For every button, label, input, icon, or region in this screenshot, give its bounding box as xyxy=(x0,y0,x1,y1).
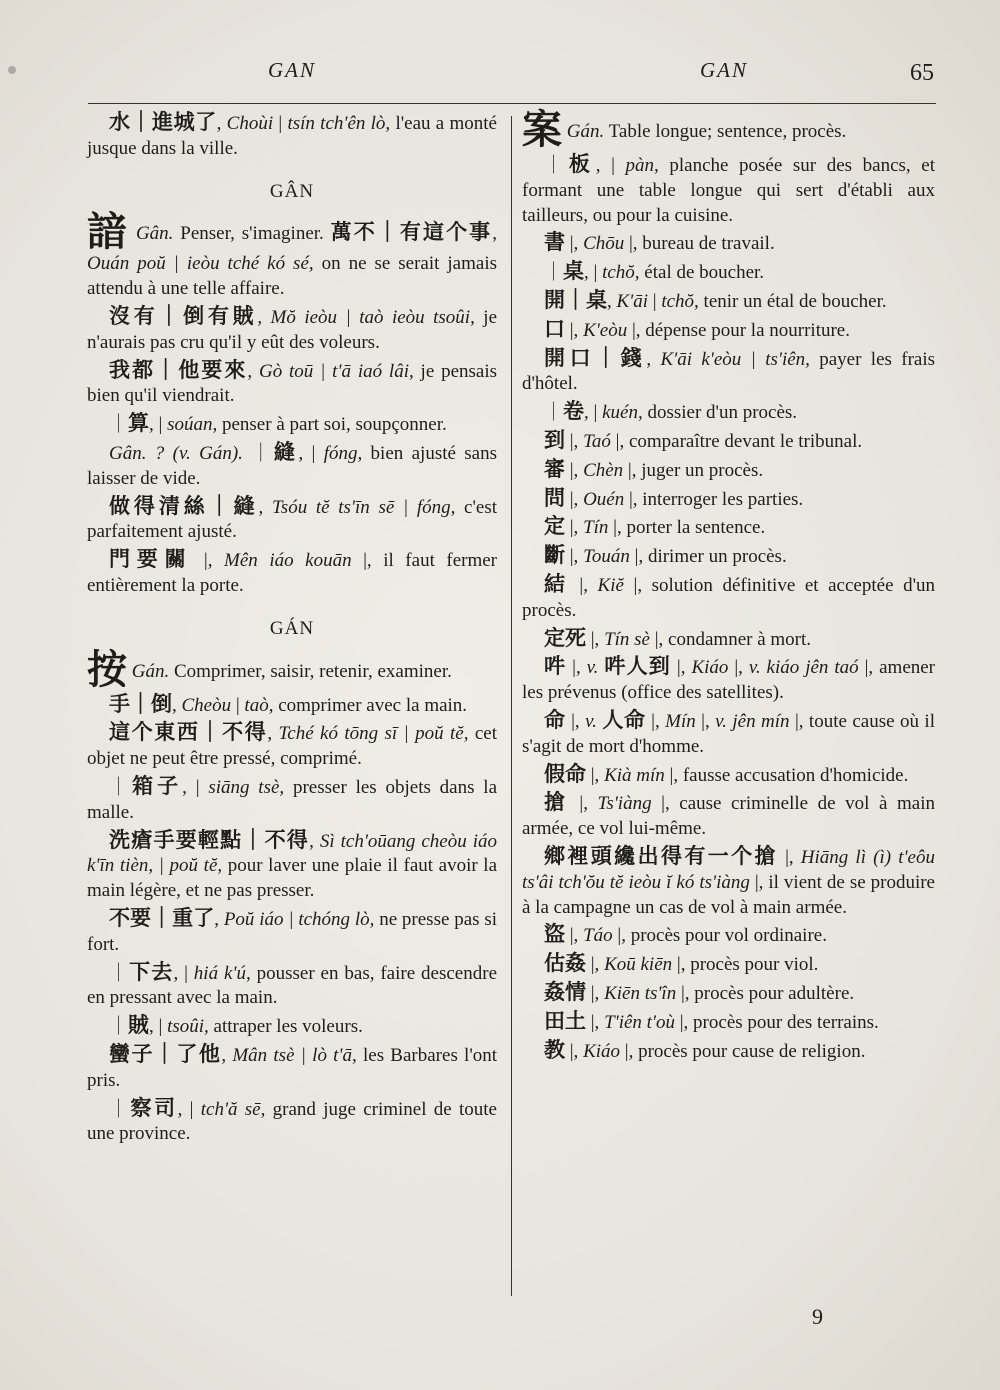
text-run: tenir un étal de boucher. xyxy=(698,290,887,312)
romanization: Tché kó tōng sī | poŭ tĕ, xyxy=(278,723,469,745)
chinese-text: 板 xyxy=(568,152,596,176)
romanization: Chōu xyxy=(583,233,625,255)
chinese-text: 吽人到 xyxy=(604,654,671,679)
text-run: , xyxy=(267,723,279,745)
romanization: Tsóu tĕ ts'īn sē | fóng, xyxy=(271,496,456,518)
text-run: |, xyxy=(586,954,605,976)
text-run: |, xyxy=(565,546,584,568)
entry-paragraph xyxy=(522,844,935,920)
entry-paragraph xyxy=(87,828,497,904)
entry-paragraph xyxy=(522,951,935,978)
text-run: , xyxy=(172,694,182,716)
section-heading: GÁN xyxy=(269,617,315,639)
romanization: fóng, xyxy=(323,442,363,464)
entry-paragraph xyxy=(522,152,935,228)
text-run: |, juger un procès. xyxy=(623,459,764,481)
text-run: |, xyxy=(586,764,605,786)
chinese-text: 手｜倒 xyxy=(109,691,172,716)
romanization: Mân tsè | lò t'ā, xyxy=(232,1044,357,1066)
entry-paragraph xyxy=(87,411,497,438)
chinese-text: 審 xyxy=(544,456,565,481)
romanization: soúan, xyxy=(167,414,218,436)
entry-paragraph xyxy=(522,486,935,513)
entry-paragraph xyxy=(522,230,935,257)
entry-paragraph xyxy=(522,288,935,315)
text-run: , xyxy=(214,908,224,930)
chinese-text: 問 xyxy=(544,485,565,510)
text-run: ｜ xyxy=(544,155,569,176)
chinese-text: 斷 xyxy=(544,543,565,568)
romanization: Chèn xyxy=(583,459,624,481)
romanization: v. xyxy=(586,657,599,679)
entry-paragraph xyxy=(87,720,497,772)
text-run: ｜ xyxy=(109,414,129,436)
page-header xyxy=(0,58,1000,98)
entry-paragraph xyxy=(522,457,935,484)
chinese-text: 賊 xyxy=(128,1013,150,1038)
headword-character: 按 xyxy=(87,646,127,693)
chinese-text: 教 xyxy=(544,1037,565,1062)
text-run: |, condamner à mort. xyxy=(650,628,812,650)
chinese-text: 鄉裡頭纔出得有一个搶 xyxy=(544,843,778,868)
entry-paragraph xyxy=(87,110,497,162)
chinese-text: 我都｜他要來 xyxy=(109,357,248,382)
entry-paragraph xyxy=(522,572,935,624)
romanization: taò, xyxy=(244,694,274,716)
text-run: cet objet ne peut être pressé, comprimé. xyxy=(87,723,498,770)
entry-paragraph xyxy=(87,960,497,1012)
chinese-text: 定死 xyxy=(544,625,586,650)
text-run: |, xyxy=(645,710,666,732)
text-run: |, xyxy=(565,710,586,732)
text-run: |, xyxy=(566,657,587,679)
text-run: ｜ xyxy=(109,1098,131,1120)
romanization: v. kiáo jên taó xyxy=(748,657,859,679)
chinese-text: 假命 xyxy=(544,761,586,786)
entry-paragraph xyxy=(522,626,935,653)
text-run: ｜ xyxy=(109,1016,129,1038)
headword-character: 案 xyxy=(522,107,562,153)
entry-paragraph xyxy=(522,399,935,426)
text-run: |, xyxy=(565,517,584,539)
romanization: Kiēn ts'în xyxy=(604,982,677,1004)
entry-paragraph xyxy=(87,1042,497,1094)
headword-character: 諳 xyxy=(87,209,130,256)
text-run: , | xyxy=(177,1098,201,1120)
text-run: , | xyxy=(584,402,603,424)
romanization: T'iên t'où xyxy=(604,1011,675,1033)
chinese-text: 姦情 xyxy=(544,979,586,1004)
romanization: Gán. xyxy=(566,121,605,142)
text-run: payer les frais d'hôtel. xyxy=(522,348,936,395)
entry-paragraph xyxy=(522,980,935,1007)
text-run: |, amener les prévenus (office des satellites). xyxy=(522,657,936,704)
text-run: les Barbares l'ont pris. xyxy=(87,1044,498,1091)
romanization: Kiáo xyxy=(691,657,729,679)
chinese-text: 命 xyxy=(544,707,566,732)
chinese-text: 開｜桌 xyxy=(544,287,607,312)
romanization: Koū kiēn xyxy=(604,954,673,976)
entry-paragraph xyxy=(522,1038,935,1065)
entry-paragraph xyxy=(522,790,935,842)
text-run: |, xyxy=(586,982,605,1004)
entry-paragraph xyxy=(87,1096,497,1148)
romanization: tchŏ, xyxy=(661,290,699,312)
text-run: |, il faut fermer entièrement la porte. xyxy=(87,550,498,596)
text-run: étal de boucher. xyxy=(639,262,765,284)
chinese-text: 水｜進城了 xyxy=(109,110,217,134)
text-run: |, xyxy=(728,657,749,679)
romanization: Tín xyxy=(583,517,609,539)
text-run: |, xyxy=(565,925,584,947)
entry-paragraph xyxy=(522,259,935,286)
left-column xyxy=(87,110,497,1149)
chinese-text: 書 xyxy=(544,230,565,255)
text-run: |, solution définitive et acceptée d'un procès. xyxy=(522,574,936,621)
chinese-text: 田土 xyxy=(544,1008,586,1033)
text-run: | xyxy=(231,694,245,716)
romanization: Tín sè xyxy=(604,628,650,650)
text-run: |, porter la sentence. xyxy=(608,517,766,539)
text-run: presser les objets dans la malle. xyxy=(87,776,498,823)
text-run: |, xyxy=(565,430,584,452)
chinese-text: 不要｜重了 xyxy=(109,905,215,930)
text-run: |, xyxy=(569,793,598,815)
chinese-text: 洗瘡手要輕點｜不得 xyxy=(109,827,310,852)
text-run: |, xyxy=(565,233,584,255)
entry-paragraph xyxy=(522,346,935,398)
text-run: pousser en bas, faire descendre en pressant avec la main. xyxy=(87,962,497,1009)
chinese-text: 門要關 xyxy=(109,547,193,572)
entry-paragraph xyxy=(522,428,935,455)
text-run: , xyxy=(258,496,272,518)
text-run: grand juge criminel de toute une province. xyxy=(87,1098,497,1145)
text-run: |, fausse accusation d'homicide. xyxy=(664,764,909,786)
romanization: Kiĕ xyxy=(597,574,624,596)
entry-paragraph xyxy=(522,317,935,344)
chinese-text: 萬不｜有這个事 xyxy=(330,220,493,245)
text-run: dossier d'un procès. xyxy=(642,402,798,424)
romanization: Choùi xyxy=(226,113,274,134)
text-run: | xyxy=(648,290,662,312)
text-run: |, xyxy=(565,459,584,481)
chinese-text: 算 xyxy=(128,411,150,436)
chinese-text: 人命 xyxy=(602,707,646,732)
text-run: |, procès pour adultère. xyxy=(676,982,855,1004)
text-run: , | xyxy=(595,155,626,176)
text-run: l'eau a monté jusque dans la ville. xyxy=(87,113,497,159)
romanization: Cheòu xyxy=(181,694,232,716)
romanization: Kiáo xyxy=(583,1040,621,1062)
romanization: Taó xyxy=(583,430,611,452)
text-run: penser à part soi, soupçonner. xyxy=(217,414,447,436)
romanization: Mŏ ieòu | taò ieòu tsoûi, xyxy=(270,306,475,328)
romanization: Hiāng lì (ì) t'eôu ts'âi tch'ŏu tĕ ieòu ĭ kó ts'iàng xyxy=(522,846,935,893)
text-run: |, bureau de travail. xyxy=(624,233,775,255)
text-run: |, dirimer un procès. xyxy=(629,546,787,568)
text-run: bien ajusté sans laisser de vide. xyxy=(87,442,497,489)
text-run: ne presse pas si fort. xyxy=(87,908,498,955)
text-run: comprimer avec la main. xyxy=(273,694,468,716)
entry-paragraph xyxy=(87,304,497,356)
text-run: |, xyxy=(586,1011,605,1033)
text-run: |, il vient de se produire à la campagne un cas de vol à main armée. xyxy=(522,871,935,918)
text-run: , xyxy=(247,360,259,382)
text-run: je n'aurais pas cru qu'il y eût des voleurs. xyxy=(87,306,498,353)
romanization: Poŭ iáo | tchóng lò, xyxy=(223,908,375,930)
entry-headword-paragraph xyxy=(522,107,935,153)
entry-paragraph xyxy=(87,1013,497,1040)
text-run: Comprimer, saisir, retenir, examiner. xyxy=(169,660,452,682)
entry-headword-paragraph xyxy=(87,646,497,693)
section-heading: GÂN xyxy=(269,180,315,202)
text-run: |, xyxy=(192,550,225,572)
romanization: Ouén xyxy=(583,488,625,510)
text-run: , | xyxy=(182,776,209,798)
romanization: Kià mín xyxy=(604,764,665,786)
text-run: , xyxy=(309,830,320,852)
text-run: ｜ xyxy=(544,262,564,284)
text-run: , | xyxy=(149,1016,168,1038)
text-run: ｜ xyxy=(242,442,274,464)
entry-paragraph xyxy=(87,547,497,599)
header-rule xyxy=(88,103,936,104)
text-run: Table longue; sentence, procès. xyxy=(604,121,847,142)
romanization: kuén, xyxy=(602,402,643,424)
text-run: | xyxy=(273,113,288,134)
romanization: K'āi xyxy=(616,290,649,312)
text-run: , xyxy=(607,290,617,312)
romanization: Gò toū | t'ā iaó lâi, xyxy=(258,360,414,382)
left-running-head: GAN xyxy=(268,58,316,82)
text-run: |, xyxy=(565,319,584,341)
text-run: |, comparaître devant le tribunal. xyxy=(610,430,863,452)
romanization: Ouán poŭ | ieòu tché kó sé, xyxy=(87,253,314,275)
romanization: Táo xyxy=(583,925,613,947)
text-run: , xyxy=(492,223,498,245)
chinese-text: 沒有｜倒有賊 xyxy=(109,303,258,328)
chinese-text: 到 xyxy=(544,427,565,452)
entry-paragraph xyxy=(87,906,497,958)
text-run: ｜ xyxy=(544,402,564,424)
text-run: on ne se serait jamais attendu à une telle affaire. xyxy=(87,253,497,300)
romanization: tsín tch'ên lò, xyxy=(287,113,391,134)
column-divider xyxy=(511,116,512,1296)
chinese-text: 估姦 xyxy=(544,951,586,976)
text-run: |, xyxy=(565,1040,584,1062)
chinese-text: 箱子 xyxy=(132,773,183,798)
text-run: , | xyxy=(298,442,324,464)
chinese-text: 盜 xyxy=(544,922,565,947)
chinese-text: 桌 xyxy=(563,259,585,284)
text-run: ｜ xyxy=(109,962,130,984)
entry-paragraph xyxy=(522,1009,935,1036)
text-run: |, xyxy=(670,657,692,679)
chinese-text: 這个東西｜不得 xyxy=(109,720,268,745)
chinese-text: 察司 xyxy=(130,1095,178,1120)
romanization: v. jên mín xyxy=(715,710,790,732)
entry-paragraph xyxy=(522,762,935,789)
text-run: , xyxy=(257,306,271,328)
right-column xyxy=(522,107,936,1066)
chinese-text: 定 xyxy=(544,514,565,539)
text-run: |, procès pour des terrains. xyxy=(675,1011,879,1033)
text-run: |, dépense pour la nourriture. xyxy=(627,319,850,341)
text-run: |, procès pour vol ordinaire. xyxy=(612,925,827,947)
text-run: pour laver une plaie il faut avoir la main légère, et ne pas presser. xyxy=(87,855,497,902)
entry-paragraph xyxy=(87,358,497,410)
text-run xyxy=(129,223,136,244)
romanization: Gân. xyxy=(135,223,174,245)
right-running-head: GAN xyxy=(700,58,748,82)
chinese-text: 卷 xyxy=(563,399,585,424)
text-run: |, xyxy=(695,710,716,732)
chinese-text: 口 xyxy=(544,316,565,341)
text-run: , | xyxy=(584,262,603,284)
text-run: |, xyxy=(569,574,598,596)
romanization: v. xyxy=(585,710,597,732)
text-run: |, xyxy=(586,628,605,650)
romanization: Gán. xyxy=(131,660,170,682)
chinese-text: 開口｜錢 xyxy=(544,345,647,370)
entry-paragraph xyxy=(87,440,497,492)
romanization: Sì tch'oūang cheòu iáo k'īn tièn, | poŭ tĕ, xyxy=(87,830,497,877)
entry-paragraph xyxy=(522,708,935,760)
text-run: |, procès pour viol. xyxy=(672,954,819,976)
romanization: Ts'iàng xyxy=(597,793,652,815)
text-run: |, xyxy=(777,846,801,868)
romanization: siāng tsè, xyxy=(208,776,285,798)
text-run: |, cause criminelle de vol à main armée, ce vol lui-même. xyxy=(522,793,936,840)
entry-paragraph xyxy=(522,514,935,541)
romanization: K'eòu xyxy=(583,319,628,341)
entry-paragraph xyxy=(522,543,935,570)
chinese-text: 下去 xyxy=(129,959,174,984)
signature-mark: 9 xyxy=(812,1304,823,1329)
romanization: tch'ă sē, xyxy=(200,1098,266,1120)
text-run: |, procès pour cause de religion. xyxy=(620,1040,866,1062)
chinese-text: 搶 xyxy=(544,790,570,815)
entry-headword-paragraph xyxy=(87,209,498,302)
romanization: Gân. ? (v. Gán). xyxy=(109,442,243,464)
entry-paragraph xyxy=(87,494,497,546)
text-run: Penser, s'imaginer. xyxy=(173,223,331,245)
text-run: |, xyxy=(565,488,584,510)
text-run: je pensais bien qu'il viendrait. xyxy=(87,360,498,407)
text-run: attraper les voleurs. xyxy=(208,1016,363,1038)
entry-paragraph xyxy=(87,774,497,826)
romanization: Mên iáo kouān xyxy=(224,550,352,572)
entry-paragraph xyxy=(522,654,935,706)
chinese-text: 吽 xyxy=(544,654,567,679)
romanization: hiá k'ú, xyxy=(193,962,251,984)
text-run: , xyxy=(221,1044,233,1066)
text-run: , xyxy=(646,348,661,370)
entry-paragraph xyxy=(522,922,935,949)
chinese-text: 蠻子｜了他 xyxy=(109,1041,222,1066)
text-run: c'est parfaitement ajusté. xyxy=(87,496,498,543)
text-run: , | xyxy=(173,962,194,984)
text-run: |, toute cause où il s'agit de mort d'homme. xyxy=(522,710,935,757)
text-run: |, interroger les parties. xyxy=(624,488,804,510)
chinese-text: 做得清絲｜縫 xyxy=(109,493,259,518)
romanization: Touán xyxy=(583,546,630,568)
chinese-text: 結 xyxy=(544,571,570,596)
romanization: K'āi k'eòu | ts'iên, xyxy=(660,348,810,370)
text-run: ｜ xyxy=(109,776,133,798)
text-run: planche posée sur des bancs, et formant une table longue qui sert d'établi aux tailleurs, ou pour la cuisine. xyxy=(522,155,935,226)
text-run: , | xyxy=(149,414,168,436)
text-run: , xyxy=(216,113,227,134)
chinese-text: 縫 xyxy=(273,439,299,464)
romanization: Mín xyxy=(665,710,696,732)
entry-paragraph xyxy=(87,692,497,719)
page-number: 65 xyxy=(910,60,934,86)
romanization: pàn, xyxy=(625,155,659,176)
romanization: tsoûi, xyxy=(167,1016,209,1038)
romanization: tchŏ, xyxy=(602,262,640,284)
